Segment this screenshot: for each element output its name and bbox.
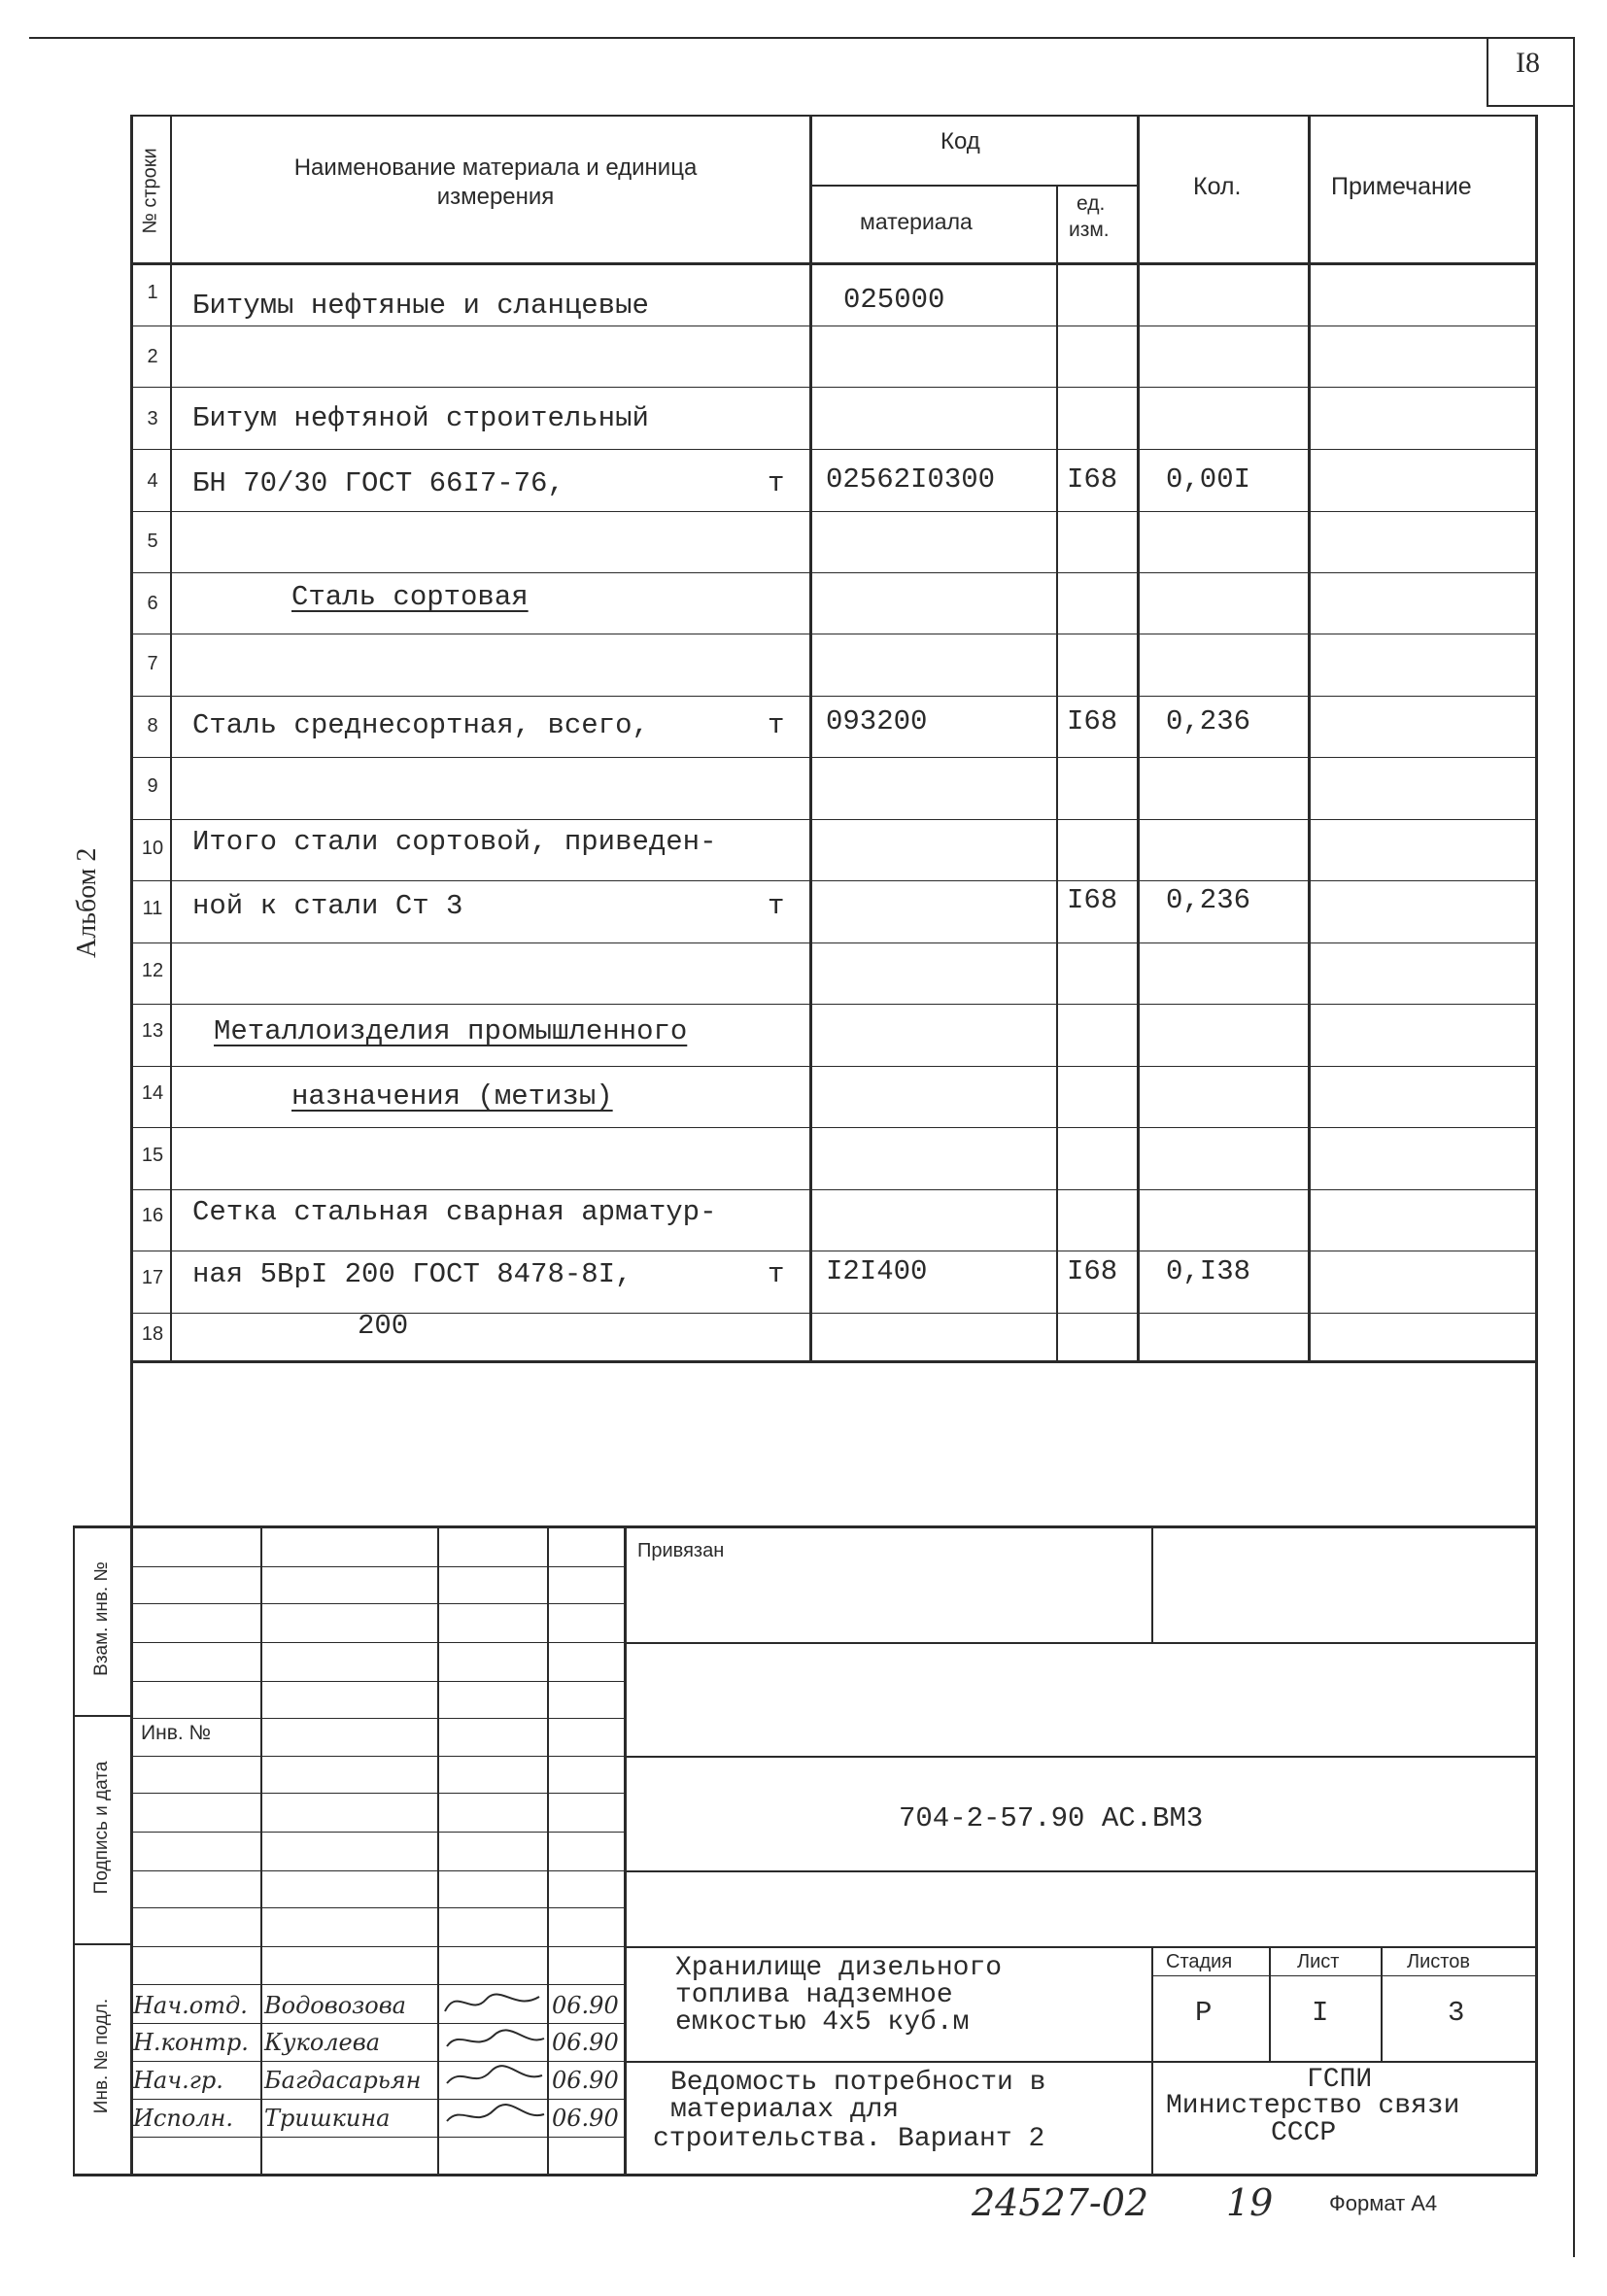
- footer-page-number: 19: [1226, 2181, 1274, 2224]
- album-label: Альбом 2: [72, 847, 102, 958]
- material-name: Итого стали сортовой, приведен-: [192, 826, 717, 858]
- signer-name: Тришкина: [264, 2105, 391, 2132]
- row-number: 16: [141, 1205, 164, 1226]
- quantity: 0,00I: [1166, 463, 1251, 496]
- frame-top: [130, 115, 1537, 117]
- unit-code: I68: [1067, 884, 1118, 916]
- row-number: 17: [141, 1267, 164, 1288]
- sheets-value: 3: [1448, 1997, 1465, 2029]
- row-number: 4: [147, 470, 158, 492]
- label-inv-podl: Инв. № подл.: [91, 1998, 112, 2114]
- row-number: 1: [147, 282, 158, 303]
- material-code: 093200: [826, 705, 928, 737]
- signer-date: 06.90: [552, 1992, 619, 2019]
- doc-title-1: Ведомость потребности в: [670, 2068, 1046, 2098]
- sheets-label: Листов: [1407, 1951, 1470, 1972]
- row-number: 18: [141, 1323, 164, 1345]
- row-number: 8: [147, 715, 158, 737]
- signer-role: Нач.гр.: [133, 2067, 223, 2094]
- signature-marks: [437, 1982, 549, 2138]
- object-title-1: Хранилище дизельного: [675, 1953, 1003, 1983]
- signer-date: 06.90: [552, 2067, 619, 2094]
- privyazan-label: Привязан: [637, 1540, 725, 1561]
- org-3: СССР: [1271, 2118, 1337, 2148]
- row-number: 3: [147, 408, 158, 429]
- sheet-value: I: [1312, 1997, 1329, 2029]
- row-number: 14: [141, 1082, 164, 1104]
- stage-value: Р: [1195, 1997, 1213, 2029]
- unit-code: I68: [1067, 1255, 1118, 1287]
- row-number: 9: [147, 775, 158, 797]
- row-number: 5: [147, 531, 158, 552]
- unit-code: I68: [1067, 705, 1118, 737]
- material-name: Битумы нефтяные и сланцевые: [192, 290, 649, 322]
- signer-date: 06.90: [552, 2029, 619, 2056]
- signer-name: Водовозова: [264, 1992, 406, 2019]
- sheet-box-bottom: [1487, 105, 1574, 107]
- row-number: 12: [141, 960, 164, 981]
- object-title-3: емкостью 4х5 куб.м: [675, 2007, 970, 2038]
- material-code: I2I400: [826, 1255, 928, 1287]
- sheet-label: Лист: [1297, 1951, 1340, 1972]
- material-code: 025000: [843, 284, 945, 316]
- row-number: 11: [142, 898, 163, 919]
- label-vzam-inv: Взам. инв. №: [91, 1561, 112, 1676]
- footer-format: Формат А4: [1329, 2191, 1438, 2215]
- stage-label: Стадия: [1166, 1951, 1233, 1972]
- header-note: Примечание: [1331, 173, 1472, 200]
- org-1: ГСПИ: [1307, 2065, 1373, 2095]
- frame-right: [1535, 115, 1538, 2175]
- material-name: 200: [358, 1310, 409, 1342]
- material-name: Битум нефтяной строительный: [192, 402, 649, 434]
- header-name: Наименование материала и единица измерения: [293, 154, 698, 210]
- doc-code: 704-2-57.90 АС.ВМ3: [899, 1802, 1204, 1834]
- unit-code: I68: [1067, 463, 1118, 496]
- material-name: ной к стали Ст 3: [192, 890, 463, 922]
- signer-name: Куколева: [264, 2029, 381, 2056]
- row-number: 13: [141, 1020, 164, 1042]
- quantity: 0,236: [1166, 884, 1251, 916]
- material-name: Сталь среднесортная, всего,: [192, 709, 649, 741]
- material-code: 02562I0300: [826, 463, 996, 496]
- signer-role: Н.контр.: [133, 2029, 249, 2056]
- material-name: БН 70/30 ГОСТ 66I7-76,: [192, 467, 564, 499]
- object-title-2: топлива надземное: [675, 1980, 953, 2010]
- right-rule: [1573, 37, 1575, 2257]
- sheet-number: I8: [1516, 47, 1540, 79]
- header-code-material: материала: [860, 209, 973, 234]
- row-number: 10: [141, 838, 164, 859]
- header-row-no: № строки: [139, 148, 161, 234]
- header-code-unit-2: изм.: [1069, 219, 1110, 241]
- material-unit: т: [768, 1258, 785, 1290]
- frame-left: [130, 115, 133, 2175]
- org-2: Министерство связи: [1166, 2091, 1460, 2121]
- section-heading: назначения (метизы): [291, 1080, 613, 1113]
- material-name: Сетка стальная сварная арматур-: [192, 1196, 717, 1228]
- sheet-box-left: [1487, 37, 1488, 107]
- doc-title-3: строительства. Вариант 2: [653, 2124, 1045, 2154]
- header-qty: Кол.: [1193, 173, 1242, 200]
- top-rule: [29, 37, 1574, 39]
- signer-role: Нач.отд.: [133, 1992, 248, 2019]
- section-heading: Металлоизделия промышленного: [214, 1015, 688, 1047]
- material-unit: т: [768, 467, 785, 499]
- section-heading: Сталь сортовая: [291, 581, 529, 613]
- doc-title-2: материалах для: [670, 2095, 900, 2125]
- header-code-unit-1: ед.: [1077, 192, 1106, 215]
- material-unit: т: [768, 709, 785, 741]
- inv-no-label: Инв. №: [141, 1722, 212, 1744]
- row-number: 15: [141, 1145, 164, 1166]
- quantity: 0,236: [1166, 705, 1251, 737]
- label-signature-date: Подпись и дата: [91, 1761, 112, 1895]
- row-number: 6: [147, 593, 158, 614]
- material-name: ная 5ВрI 200 ГОСТ 8478-8I,: [192, 1258, 633, 1290]
- header-code: Код: [940, 128, 980, 154]
- footer-inv-number: 24527-02: [972, 2181, 1149, 2224]
- row-number: 2: [147, 346, 158, 367]
- quantity: 0,I38: [1166, 1255, 1251, 1287]
- signer-date: 06.90: [552, 2105, 619, 2132]
- signer-role: Исполн.: [133, 2105, 233, 2132]
- material-unit: т: [768, 890, 785, 922]
- signer-name: Багдасарьян: [264, 2067, 422, 2094]
- row-number: 7: [147, 653, 158, 674]
